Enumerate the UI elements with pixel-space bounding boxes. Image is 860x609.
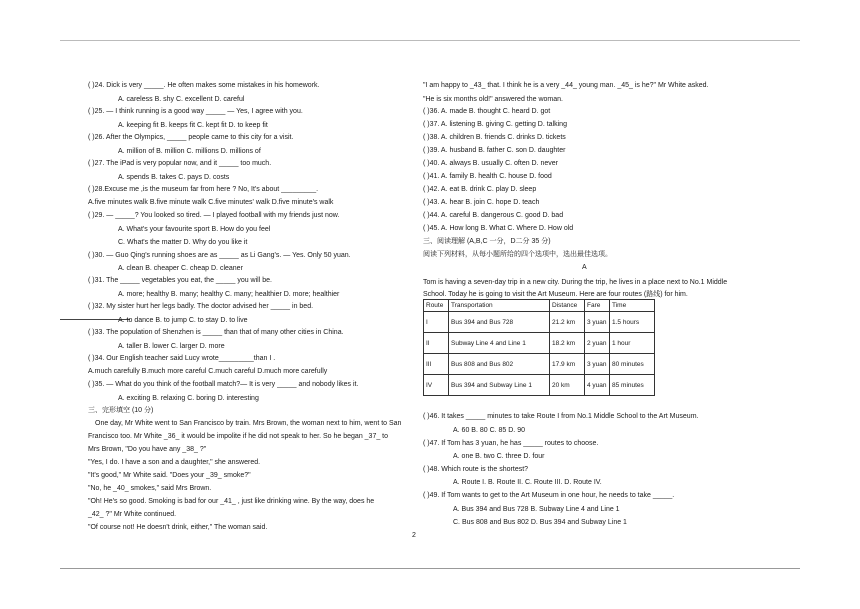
- left-line: ( )29. — _____? You looked so tired. — I played football with my friends just now.: [88, 212, 340, 219]
- routes-cell: 21.2 km: [550, 312, 585, 333]
- top-rule: [60, 40, 800, 41]
- right-line: ( )42. A. eat B. drink C. play D. sleep: [423, 186, 537, 193]
- right-line: A. one B. two C. three D. four: [453, 453, 545, 460]
- left-line: A. exciting B. relaxing C. boring D. interesting: [118, 395, 259, 402]
- left-line: _42_ ?" Mr White continued.: [88, 511, 177, 518]
- right-line: A. Bus 394 and Bus 728 B. Subway Line 4 and Line 1: [453, 506, 620, 513]
- right-line: ( )37. A. listening B. giving C. getting D. talking: [423, 121, 567, 128]
- routes-header-row: [424, 300, 655, 312]
- routes-cell: 3 yuan: [585, 354, 610, 375]
- left-line: ( )32. My sister hurt her legs badly. The doctor advised her _____ in bed.: [88, 303, 314, 310]
- bottom-rule: [60, 568, 800, 569]
- left-line: A. careless B. shy C. excellent D. careful: [118, 96, 245, 103]
- routes-table: [423, 299, 655, 396]
- left-line: ( )28.Excuse me ,is the museum far from here ? No, It's about _________.: [88, 186, 319, 193]
- routes-cell: 3 yuan: [585, 312, 610, 333]
- routes-cell: 4 yuan: [585, 375, 610, 396]
- left-line: ( )35. — What do you think of the football match?— It is very _____ and nobody likes it.: [88, 381, 359, 388]
- left-line: ( )25. — I think running is a good way _____ — Yes, I agree with you.: [88, 108, 303, 115]
- left-line: "No, he _40_ smokes," said Mrs Brown.: [88, 485, 212, 492]
- left-line: 三、完形填空 (10 分): [88, 407, 154, 414]
- left-line: A. keeping fit B. keeps fit C. kept fit D. to keep fit: [118, 122, 268, 129]
- routes-header-cell: Time: [610, 300, 655, 312]
- routes-cell: III: [424, 354, 449, 375]
- routes-cell: Bus 394 and Subway Line 1: [449, 375, 550, 396]
- right-line: ( )43. A. hear B. join C. hope D. teach: [423, 199, 540, 206]
- routes-cell: 17.9 km: [550, 354, 585, 375]
- left-line: Francisco too. Mr White _36_ it would be impolite if he did not speak to her. So he began _37_ to: [88, 433, 389, 440]
- routes-cell: Subway Line 4 and Line 1: [449, 333, 550, 354]
- left-line: ( )31. The _____ vegetables you eat, the _____ you will be.: [88, 277, 272, 284]
- right-line: 三、阅读理解 (A,B,C 一分，D二分 35 分): [423, 238, 551, 245]
- routes-cell: IV: [424, 375, 449, 396]
- routes-cell: Bus 808 and Bus 802: [449, 354, 550, 375]
- right-line: "He is six months old!" answered the woman.: [423, 96, 563, 103]
- page-number: 2: [412, 532, 416, 539]
- routes-cell: 80 minutes: [610, 354, 655, 375]
- right-line: ( )44. A. careful B. dangerous C. good D. bad: [423, 212, 564, 219]
- left-line: A. What's your favourite sport B. How do you feel: [118, 226, 271, 233]
- routes-cell: 18.2 km: [550, 333, 585, 354]
- right-line: ( )41. A. family B. health C. house D. food: [423, 173, 552, 180]
- routes-cell: 2 yuan: [585, 333, 610, 354]
- routes-cell: 20 km: [550, 375, 585, 396]
- right-line: 阅读下列材料，从每小题所给的四个选项中，选出最佳选项。: [423, 251, 612, 258]
- routes-row: [424, 312, 655, 333]
- left-line: ( )33. The population of Shenzhen is _____ than that of many other cities in China.: [88, 329, 344, 336]
- left-line: A. spends B. takes C. pays D. costs: [118, 174, 230, 181]
- routes-cell: I: [424, 312, 449, 333]
- left-line: "Yes, I do. I have a son and a daughter," she answered.: [88, 459, 261, 466]
- right-line: A. Route I. B. Route II. C. Route III. D. Route IV.: [453, 479, 602, 486]
- routes-row: [424, 333, 655, 354]
- left-line: A. taller B. lower C. larger D. more: [118, 343, 225, 350]
- right-line: ( )45. A. How long B. What C. Where D. How old: [423, 225, 574, 232]
- right-line: A. 60 B. 80 C. 85 D. 90: [453, 427, 525, 434]
- left-line: A. more; healthy B. many; healthy C. many; healthier D. more; healthier: [118, 291, 340, 298]
- routes-cell: 1.5 hours: [610, 312, 655, 333]
- left-line: Mrs Brown, "Do you have any _38_ ?": [88, 446, 207, 453]
- left-line: A.much carefully B.much more careful C.much careful D.much more carefully: [88, 368, 328, 375]
- right-line: ( )38. A. children B. friends C. drinks D. tickets: [423, 134, 566, 141]
- left-line: A. to dance B. to jump C. to stay D. to live: [118, 317, 248, 324]
- left-line: ( )30. — Guo Qing's running shoes are as _____ as Li Gang's. — Yes. Only 50 yuan.: [88, 252, 351, 259]
- routes-header-cell: Transportation: [449, 300, 550, 312]
- routes-row: [424, 354, 655, 375]
- routes-header-cell: Distance: [550, 300, 585, 312]
- right-line: School. Today he is going to visit the Art Museum. Here are four routes (路线) for him.: [423, 291, 688, 298]
- left-line: A. million of B. million C. millions D. millions of: [118, 148, 261, 155]
- right-line: ( )39. A. husband B. father C. son D. daughter: [423, 147, 566, 154]
- right-line: ( )48. Which route is the shortest?: [423, 466, 529, 473]
- right-line: C. Bus 808 and Bus 802 D. Bus 394 and Subway Line 1: [453, 519, 627, 526]
- left-line: "Oh! He's so good. Smoking is bad for our _41_ , just like drinking wine. By the way, does he: [88, 498, 375, 505]
- left-line: ( )34. Our English teacher said Lucy wrote_________than I .: [88, 355, 276, 362]
- left-line: ( )27. The iPad is very popular now, and it _____ too much.: [88, 160, 272, 167]
- left-line: "Of course not! He doesn't drink, either," The woman said.: [88, 524, 268, 531]
- routes-header-cell: Fare: [585, 300, 610, 312]
- right-line: "I am happy to _43_ that. I think he is a very _44_ young man. _45_ is he?" Mr White asked.: [423, 82, 709, 89]
- routes-cell: 85 minutes: [610, 375, 655, 396]
- left-line: "It's good," Mr White said. "Does your _39_ smoke?": [88, 472, 251, 479]
- left-line: ( )26. After the Olympics, _____ people came to this city for a visit.: [88, 134, 294, 141]
- right-line: ( )36. A. made B. thought C. heard D. got: [423, 108, 551, 115]
- right-line: ( )49. If Tom wants to get to the Art Museum in one hour, he needs to take _____.: [423, 492, 675, 499]
- left-line: One day, Mr White went to San Francisco by train. Mrs Brown, the woman next to him, went to San: [95, 420, 402, 427]
- right-line: ( )40. A. always B. usually C. often D. never: [423, 160, 559, 167]
- right-line: ( )46. It takes _____ minutes to take Route I from No.1 Middle School to the Art Museum.: [423, 413, 699, 420]
- right-line: ( )47. If Tom has 3 yuan, he has _____ routes to choose.: [423, 440, 599, 447]
- routes-row: [424, 375, 655, 396]
- right-line: Tom is having a seven-day trip in a new city. During the trip, he lives in a place next to No.1 Middle: [423, 279, 728, 286]
- routes-header-cell: Route: [424, 300, 449, 312]
- left-line: A.five minutes walk B.five minute walk C.five minutes' walk D.five minute's walk: [88, 199, 334, 206]
- left-line: ( )24. Dick is very _____. He often makes some mistakes in his homework.: [88, 82, 320, 89]
- left-line: A. clean B. cheaper C. cheap D. cleaner: [118, 265, 243, 272]
- routes-cell: Bus 394 and Bus 728: [449, 312, 550, 333]
- left-line: C. What's the matter D. Why do you like it: [118, 239, 248, 246]
- right-line: A: [582, 264, 587, 271]
- routes-cell: 1 hour: [610, 333, 655, 354]
- routes-cell: II: [424, 333, 449, 354]
